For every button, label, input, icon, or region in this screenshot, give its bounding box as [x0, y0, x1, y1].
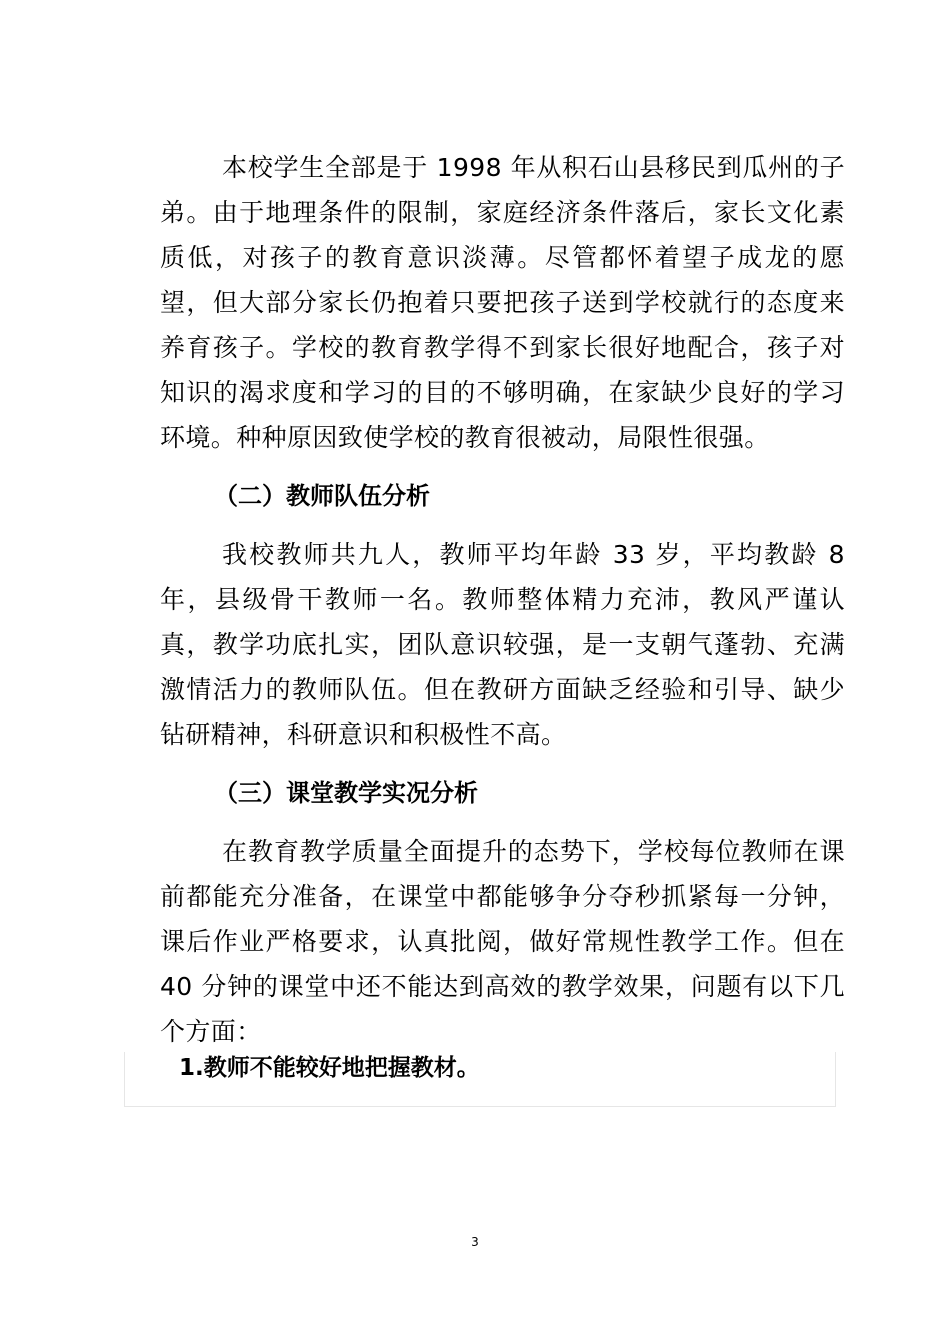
document-body	[160, 145, 845, 1054]
page-number: 3	[471, 1235, 479, 1249]
paragraph-student-background: 本校学生全部是于 1998 年从积石山县移民到瓜州的子弟。由于地理条件的限制，家庭经济条件落后，家长文化素质低，对孩子的教育意识淡薄。尽管都怀着望子成龙的愿望，但大部分家长仍抱着只要把孩子送到学校就行的态度来养育孩子。学校的教育教学得不到家长很好地配合，孩子对知识的渴求度和学习的目的不够明确，在家缺少良好的学习环境。种种原因致使学校的教育很被动，局限性很强。	[160, 153, 845, 452]
paragraph-teacher-team: 我校教师共九人，教师平均年龄 33 岁，平均教龄 8 年，县级骨干教师一名。教师整体精力充沛，教风严谨认真，教学功底扎实，团队意识较强，是一支朝气蓬勃、充满激情活力的教师队伍。但在教研方面缺乏经验和引导、缺少钻研精神，科研意识和积极性不高。	[160, 540, 845, 749]
sub-heading-textbook: 1.教师不能较好地把握教材。	[179, 1055, 480, 1081]
paragraph-classroom-teaching: 在教育教学质量全面提升的态势下，学校每位教师在课前都能充分准备，在课堂中都能够争分夺秒抓紧每一分钟，课后作业严格要求，认真批阅，做好常规性教学工作。但在 40 分钟的课堂中还不能达到高效的教学效果，问题有以下几个方面：	[160, 837, 845, 1046]
heading-classroom-teaching: （三）课堂教学实况分析	[214, 779, 478, 807]
heading-teacher-team: （二）教师队伍分析	[214, 482, 430, 510]
sub-heading-box	[124, 1052, 836, 1107]
